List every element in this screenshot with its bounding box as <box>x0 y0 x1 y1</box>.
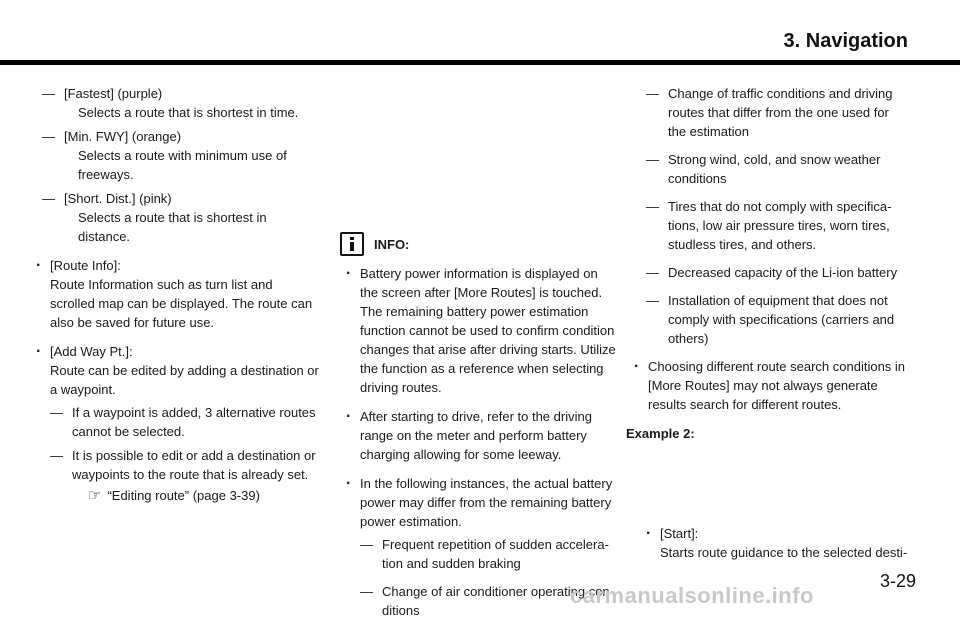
column-3 <box>626 84 910 443</box>
bullet-text: After starting to drive, refer to the driving range on the meter and perform battery charging allowing for some leeway. <box>360 409 592 462</box>
bullet-start <box>640 524 910 562</box>
instance-text: Strong wind, cold, and snow weather conditions <box>668 152 881 186</box>
example-heading: Example 2: <box>626 426 695 441</box>
list-item-fastest <box>42 84 320 122</box>
reference-text[interactable]: “Editing route” (page 3-39) <box>107 488 260 503</box>
instance-1 <box>360 535 618 573</box>
instance-3 <box>646 84 910 141</box>
item-label: [Min. FWY] (orange) <box>64 129 182 144</box>
item-label: [Fastest] (purple) <box>64 86 163 101</box>
column-1 <box>42 84 320 505</box>
item-label: [Add Way Pt.]: <box>50 344 133 359</box>
note-text: It is possible to edit or add a destination or waypoints to the route that is already set. <box>72 448 316 482</box>
instance-text: Decreased capacity of the Li-ion battery <box>668 265 898 280</box>
instance-text: Change of air conditioner operating con-ditions <box>382 584 614 618</box>
item-desc: Selects a route that is shortest in distance. <box>78 210 267 244</box>
note-waypoint <box>50 403 320 441</box>
item-desc: Route Information such as turn list and scrolled map can be displayed. The route can also be saved for future use. <box>50 277 313 330</box>
item-desc: Route can be edited by adding a destination or a waypoint. <box>50 363 319 397</box>
watermark: carmanualsonline.info <box>570 583 814 608</box>
instance-4 <box>646 150 910 188</box>
instance-5 <box>646 197 910 254</box>
item-label: [Route Info]: <box>50 258 121 273</box>
instance-6 <box>646 263 910 282</box>
bullet-text: Choosing different route search conditions in [More Routes] may not always generate results search for different routes. <box>648 359 906 412</box>
info-label: INFO: <box>374 236 410 252</box>
bullet-add-way-pt <box>30 342 320 399</box>
bullet-text: Battery power information is displayed on the screen after [More Routes] is touched. The remaining battery power estimation function cannot be used to confirm condition changes that arise after driving starts. Utilize the function as a reference when selecting driving routes. <box>360 266 616 395</box>
item-desc: Selects a route that is shortest in time. <box>78 105 299 120</box>
item-desc: Starts route guidance to the selected desti- <box>660 545 908 560</box>
page-title: 3. Navigation <box>783 30 908 52</box>
list-item-short <box>42 189 320 246</box>
bullet-search-conditions <box>628 357 910 414</box>
instance-text: Tires that do not comply with specifica-tions, low air pressure tires, worn tires, studless tires, and others. <box>668 199 892 252</box>
start-item <box>640 524 910 562</box>
info-bullet-2 <box>340 407 618 464</box>
instance-7 <box>646 291 910 348</box>
cross-reference[interactable] <box>42 486 320 505</box>
item-desc: Selects a route with minimum use of freeways. <box>78 148 287 182</box>
reference-pointer-icon: ☞ <box>88 487 102 504</box>
header-rule <box>0 60 960 65</box>
item-label: [Short. Dist.] (pink) <box>64 191 172 206</box>
info-icon <box>340 232 364 256</box>
info-heading <box>340 232 618 256</box>
list-item-minfwy <box>42 127 320 184</box>
info-bullet-1 <box>340 264 618 397</box>
instance-text: Frequent repetition of sudden accelera-tion and sudden braking <box>382 537 609 571</box>
item-label: [Start]: <box>660 526 699 541</box>
info-bullet-3 <box>340 474 618 531</box>
instance-text: Change of traffic conditions and driving routes that differ from the one used for the estimation <box>668 86 893 139</box>
instance-text: Installation of equipment that does not comply with specifications (carriers and others) <box>668 293 895 346</box>
note-text: If a waypoint is added, 3 alternative routes cannot be selected. <box>72 405 316 439</box>
note-edit <box>50 446 320 484</box>
bullet-route-info <box>30 256 320 332</box>
column-2 <box>340 232 618 625</box>
page-number: 3-29 <box>879 571 916 591</box>
bullet-text: In the following instances, the actual battery power may differ from the remaining battery power estimation. <box>360 476 613 529</box>
